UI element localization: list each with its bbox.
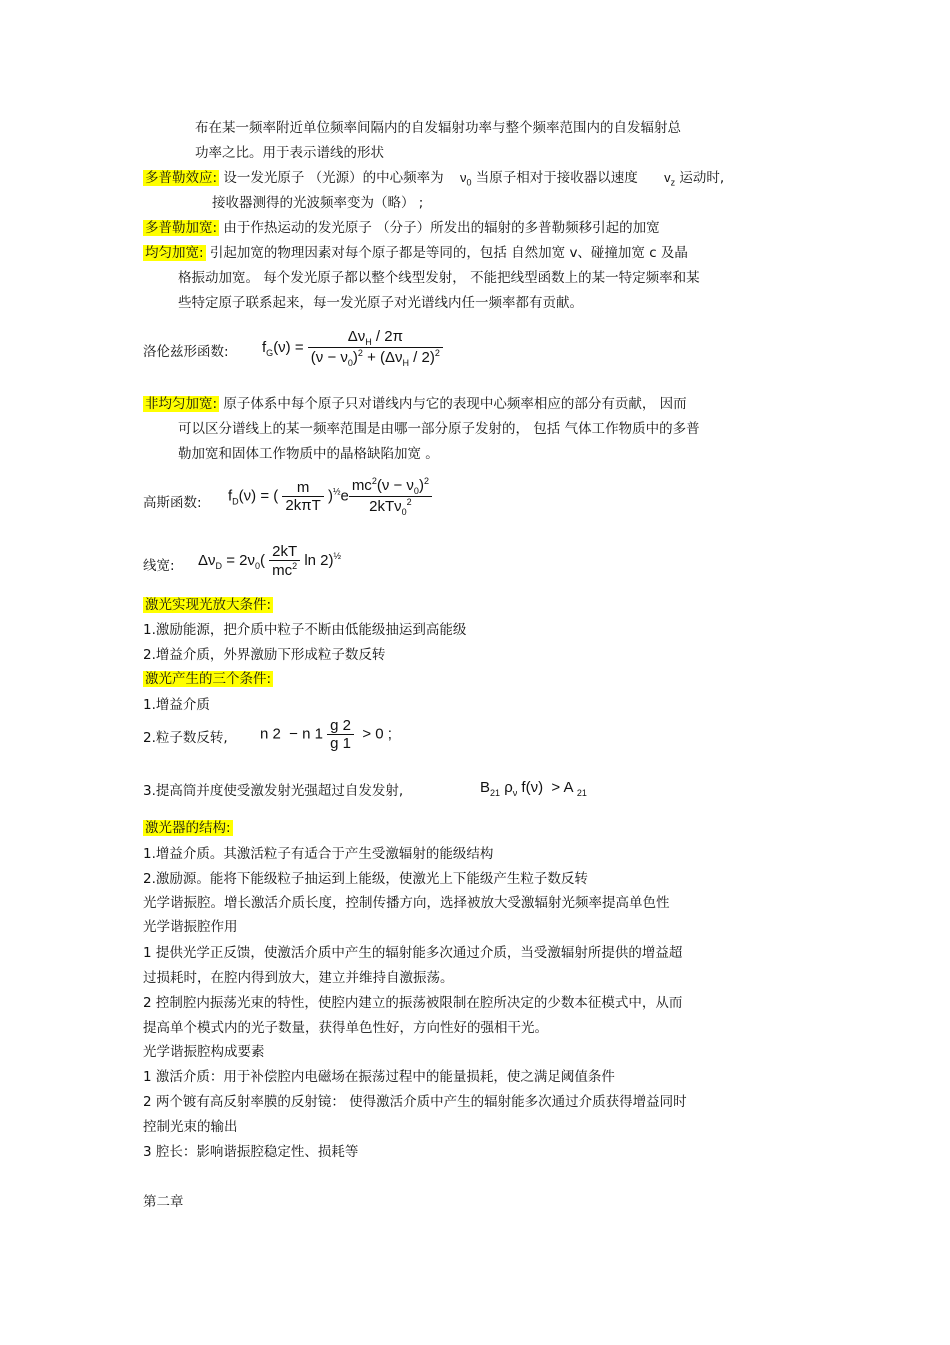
fraction: $\frac{g 2}{g 1}$ (327, 717, 354, 752)
term-doppler-broadening: 多普勒加宽: (145, 220, 218, 236)
term-doppler-effect: 多普勒效应: (145, 170, 218, 186)
gauss-formula: $f_D(\nu)$ = ( $\frac{m}{\text{2kπT}}$ )$^{\frac{1}{2}}$e $\frac{mc^2(\nu - \nu_0)^2}{2kT\nu_0^2}$ (228, 476, 432, 517)
text: 当原子相对于接收器以速度 (475, 170, 638, 186)
para-line: 可以区分谱线上的某一频率范围是由哪一部分原子发射的， 包括 气体工作物质中的多普 (178, 421, 700, 437)
para-line: 接收器测得的光波频率变为（略） ; (212, 195, 424, 211)
inhomo-line (143, 395, 687, 413)
list-item: 3.提高筒并度使受激发射光强超过自发发射, (143, 783, 404, 799)
heading-structure (143, 819, 233, 837)
chapter-heading: 第二章 (143, 1194, 184, 1210)
gauss-label: 高斯函数: (143, 495, 202, 511)
list-item: 1.激励能源，把介质中粒子不断由低能级抽运到高能级 (143, 622, 467, 638)
list-item: 过损耗时，在腔内得到放大，建立并维持自激振荡。 (143, 970, 454, 986)
list-item: 控制光束的输出 (143, 1119, 238, 1135)
para-line: 功率之比。用于表示谱线的形状 (195, 145, 384, 161)
heading-three (143, 670, 273, 688)
fraction: $\frac{2kT}{mc^2}$ (269, 543, 300, 579)
homo-line (143, 244, 688, 262)
list-item: 2 控制腔内振荡光束的特性，使腔内建立的振荡被限制在腔所决定的少数本征模式中，从而 (143, 995, 683, 1011)
text: 原子体系中每个原子只对谱线内与它的表现中心频率相应的部分有贡献， 因而 (223, 396, 687, 412)
term-structure: 激光器的结构: (145, 820, 231, 836)
list-item: 1 提供光学正反馈，使激活介质中产生的辐射能多次通过介质，当受激辐射所提供的增益超 (143, 945, 683, 961)
term-amplification: 激光实现光放大条件: (145, 597, 272, 613)
fraction: $\frac{mc^2(\nu - \nu_0)^2}{2kT\nu_0^2}$ (349, 476, 432, 517)
fraction: $\frac{m}{\text{2kπT}}$ (282, 479, 323, 514)
list-item: 3 腔长：影响谐振腔稳定性、损耗等 (143, 1144, 359, 1160)
text: 由于作热运动的发光原子 （分子）所发出的辐射的多普勒频移引起的加宽 (223, 220, 660, 236)
vz-symbol: $v_z$ (664, 170, 676, 188)
list-item: 光学谐振腔作用 (143, 919, 238, 935)
list-item: 2.激励源。能将下能级粒子抽运到上能级，使激光上下能级产生粒子数反转 (143, 871, 588, 887)
heading-amp (143, 596, 273, 614)
text: 运动时, (679, 170, 725, 186)
list-item: 光学谐振腔构成要素 (143, 1044, 265, 1060)
list-item: 光学谐振腔。增长激活介质长度，控制传播方向，选择被放大受激辐射光频率提高单色性 (143, 895, 670, 911)
lorentz-label: 洛伦兹形函数: (143, 344, 229, 360)
para-line: 布在某一频率附近单位频率间隔内的自发辐射功率与整个频率范围内的自发辐射总 (195, 120, 681, 136)
para-line: 勒加宽和固体工作物质中的晶格缺陷加宽 。 (178, 446, 439, 462)
doppler-broad-line (143, 219, 660, 237)
list-item: 1 激活介质：用于补偿腔内电磁场在振荡过程中的能量损耗，使之满足阈值条件 (143, 1069, 615, 1085)
list-item: 1.增益介质 (143, 697, 210, 713)
list-item: 2.粒子数反转, (143, 730, 228, 746)
list-item: 1.增益介质。其激活粒子有适合于产生受激辐射的能级结构 (143, 846, 494, 862)
text: 设一发光原子 （光源）的中心频率为 (223, 170, 444, 186)
term-inhomogeneous: 非均匀加宽: (145, 396, 218, 412)
term-three-conditions: 激光产生的三个条件: (145, 671, 272, 687)
fraction: $\frac{\Delta\nu_H / 2\pi}{(\nu - \nu_0)^2 + (\Delta\nu_H / 2)^2}$ (308, 328, 443, 368)
term-homogeneous: 均匀加宽: (145, 245, 204, 261)
text: 引起加宽的物理因素对每个原子都是等同的，包括 自然加宽 v、碰撞加宽 c 及晶 (209, 245, 688, 261)
list-item: 2 两个镀有高反射率膜的反射镜： 使得激活介质中产生的辐射能多次通过介质获得增益同时 (143, 1094, 687, 1110)
linewidth-formula: $\Delta\nu_D = 2\nu_0$( $\frac{2kT}{mc^2}$ ln 2)$^{\frac{1}{2}}$ (198, 543, 342, 579)
inversion-formula: n 2 − n 1 $\frac{g 2}{g 1}$ > 0 ; (260, 717, 392, 752)
lorentz-formula: $f_G(\nu)$ = $\frac{\Delta\nu_H / 2\pi}{(\nu - \nu_0)^2 + (\Delta\nu_H / 2)^2}$ (262, 328, 443, 368)
emission-formula: $B_{21}$ $\rho_\nu$ f(ν) > A $_{21}$ (480, 779, 587, 798)
nu0-symbol: $\nu_0$ (459, 170, 472, 188)
para-line: 些特定原子联系起来，每一发光原子对光谱线内任一频率都有贡献。 (178, 295, 583, 311)
list-item: 提高单个模式内的光子数量，获得单色性好，方向性好的强相干光。 (143, 1020, 548, 1036)
list-item: 2.增益介质，外界激励下形成粒子数反转 (143, 647, 386, 663)
para-line: 格振动加宽。 每个发光原子都以整个线型发射， 不能把线型函数上的某一特定频率和某 (178, 270, 700, 286)
width-label: 线宽: (143, 558, 175, 574)
doppler-effect-line (143, 169, 724, 192)
